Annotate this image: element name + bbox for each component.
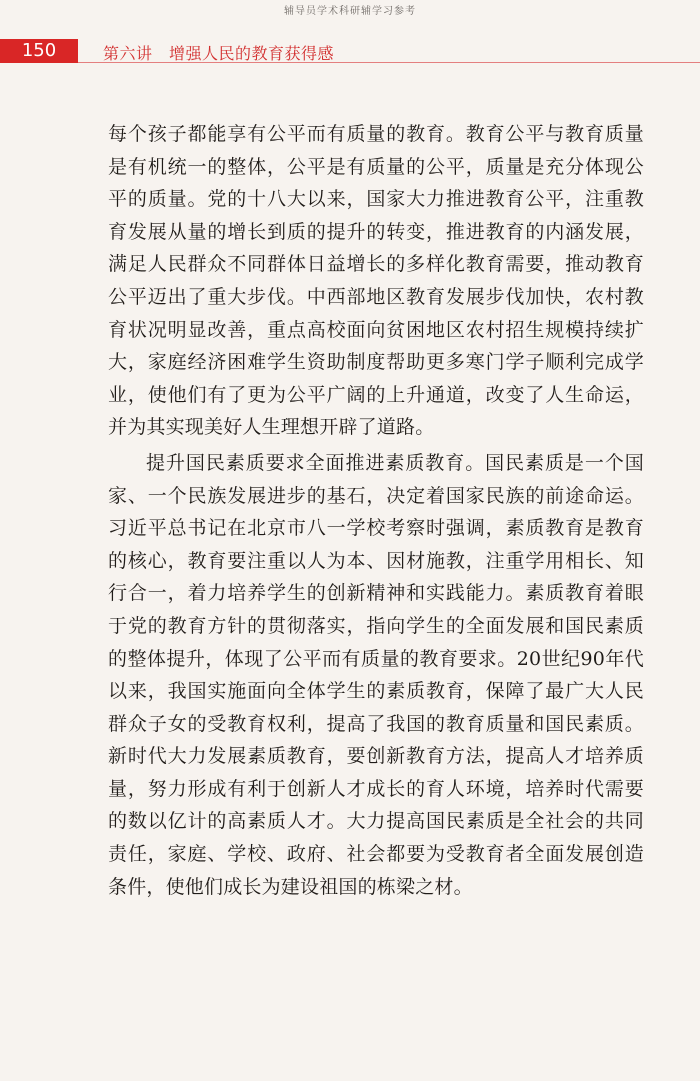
chapter-title: 第六讲 增强人民的教育获得感 — [103, 44, 335, 63]
top-watermark: 辅导员学术科研辅学习参考 — [284, 6, 416, 17]
paragraph-2: 提升国民素质要求全面推进素质教育。国民素质是一个国家、一个民族发展进步的基石，决定着国家民族的前途命运。习近平总书记在北京市八一学校考察时强调，素质教育是教育的核心，教育要注重以人为本、因材施教，注重学用相长、知行合一，着力培养学生的创新精神和实践能力。素质教育着眼于党的教育方针的贯彻落实，指向学生的全面发展和国民素质的整体提升，体现了公平而有质量的教育要求。20世纪90年代以来，我国实施面向全体学生的素质教育，保障了最广大人民群众子女的受教育权利，提高了我国的教育质量和国民素质。新时代大力发展素质教育，要创新教育方法，提高人才培养质量，努力形成有利于创新人才成长的育人环境，培养时代需要的数以亿计的高素质人才。大力提高国民素质是全社会的共同责任，家庭、学校、政府、社会都要为受教育者全面发展创造条件，使他们成长为建设祖国的栋梁之材。 — [108, 451, 644, 898]
paragraph-1: 每个孩子都能享有公平而有质量的教育。教育公平与教育质量是有机统一的整体，公平是有质量的公平，质量是充分体现公平的质量。党的十八大以来，国家大力推进教育公平，注重教育发展从量的增长到质的提升的转变，推进教育的内涵发展，满足人民群众不同群体日益增长的多样化教育需要，推动教育公平迈出了重大步伐。中西部地区教育发展步伐加快，农村教育状况明显改善，重点高校面向贫困地区农村招生规模持续扩大，家庭经济困难学生资助制度帮助更多寒门学子顺利完成学业，使他们有了更为公平广阔的上升通道，改变了人生命运，并为其实现美好人生理想开辟了道路。 — [108, 123, 644, 439]
page-body — [108, 118, 644, 903]
page-number: 150 — [0, 39, 78, 63]
